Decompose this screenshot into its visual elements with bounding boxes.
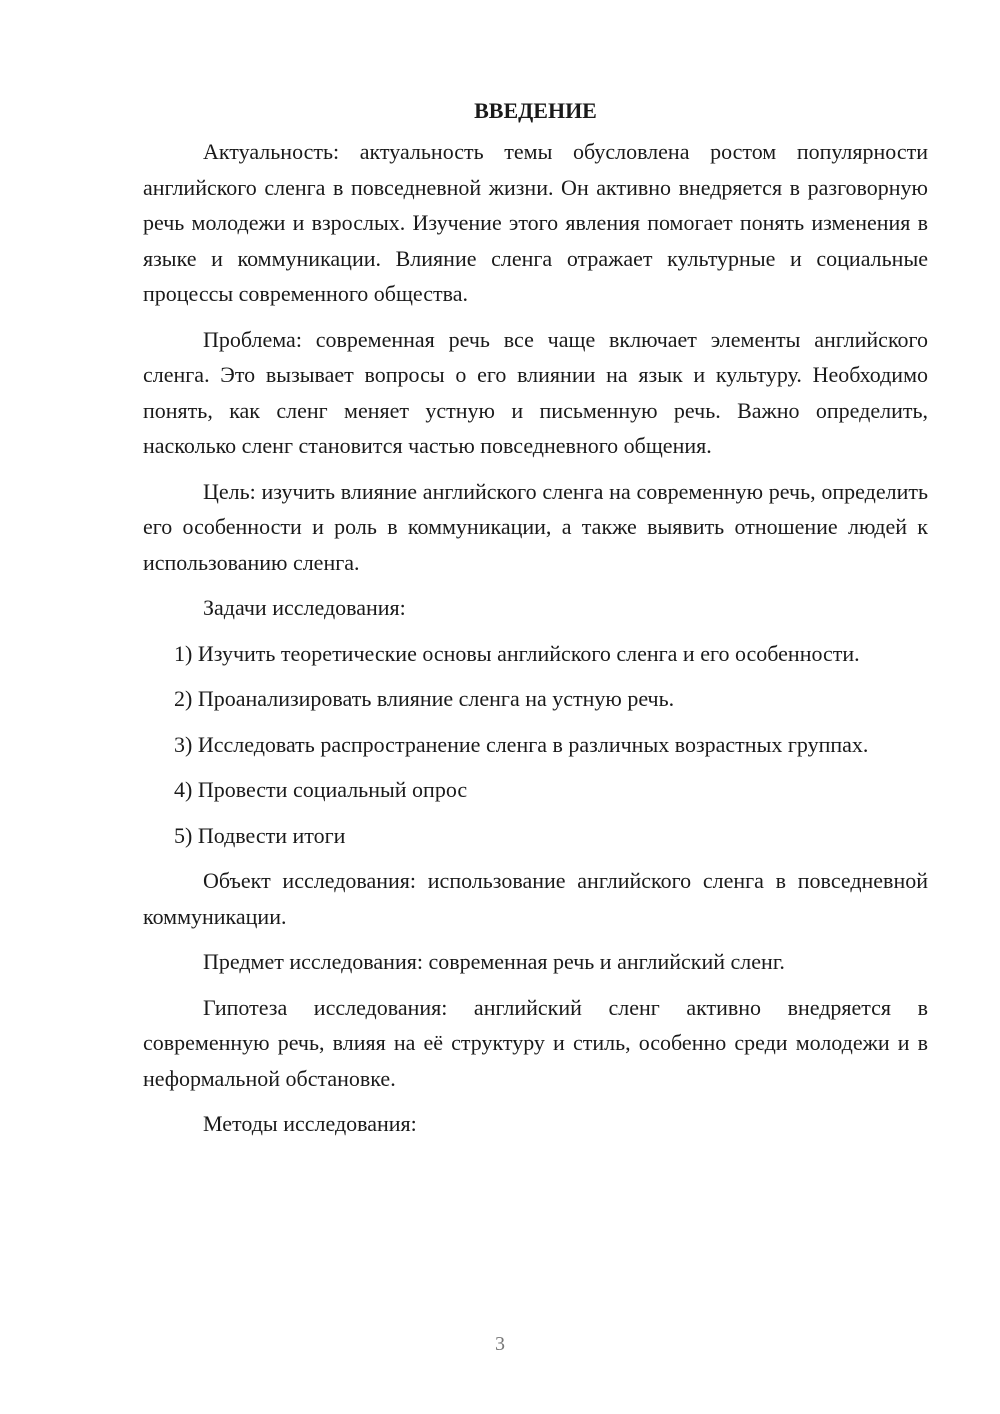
paragraph-object: Объект исследования: использование английского сленга в повседневной коммуникации. bbox=[143, 868, 928, 929]
methods-heading: Методы исследования: bbox=[203, 1111, 417, 1136]
paragraph-hypothesis: Гипотеза исследования: английский сленг активно внедряется в современную речь, влияя на её структуру и стиль, особенно среди молодежи и в неформальной обстановке. bbox=[143, 994, 928, 1091]
task-item-2: 2) Проанализировать влияние сленга на устную речь. bbox=[174, 686, 675, 711]
page-number: 3 bbox=[495, 1333, 505, 1355]
task-item-3: 3) Исследовать распространение сленга в различных возрастных группах. bbox=[174, 731, 869, 757]
task-item-5: 5) Подвести итоги bbox=[174, 822, 346, 848]
task-item-1: 1) Изучить теоретические основы английского сленга и его особенности. bbox=[174, 640, 860, 666]
page-title: ВВЕДЕНИЕ bbox=[474, 98, 597, 123]
paragraph-relevance: Актуальность: актуальность темы обусловлена ростом популярности английского сленга в повседневной жизни. Он активно внедряется в разговорную речь молодежи и взрослых. Изучение этого явления помогает понять изменения в языке и коммуникации. Влияние сленга отражает культурные и социальные процессы современного общества. bbox=[143, 139, 928, 306]
paragraph-problem: Проблема: современная речь все чаще включает элементы английского сленга. Это вызывает вопросы о его влиянии на язык и культуру. Необходимо понять, как сленг меняет устную и письменную речь. Важно определить, насколько сленг становится частью повседневного общения. bbox=[143, 326, 928, 458]
paragraph-subject: Предмет исследования: современная речь и английский сленг. bbox=[203, 949, 785, 974]
tasks-heading: Задачи исследования: bbox=[203, 595, 406, 620]
paragraph-goal: Цель: изучить влияние английского сленга на современную речь, определить его особенности и роль в коммуникации, а также выявить отношение людей к использованию сленга. bbox=[143, 478, 928, 575]
task-item-4: 4) Провести социальный опрос bbox=[174, 777, 468, 802]
